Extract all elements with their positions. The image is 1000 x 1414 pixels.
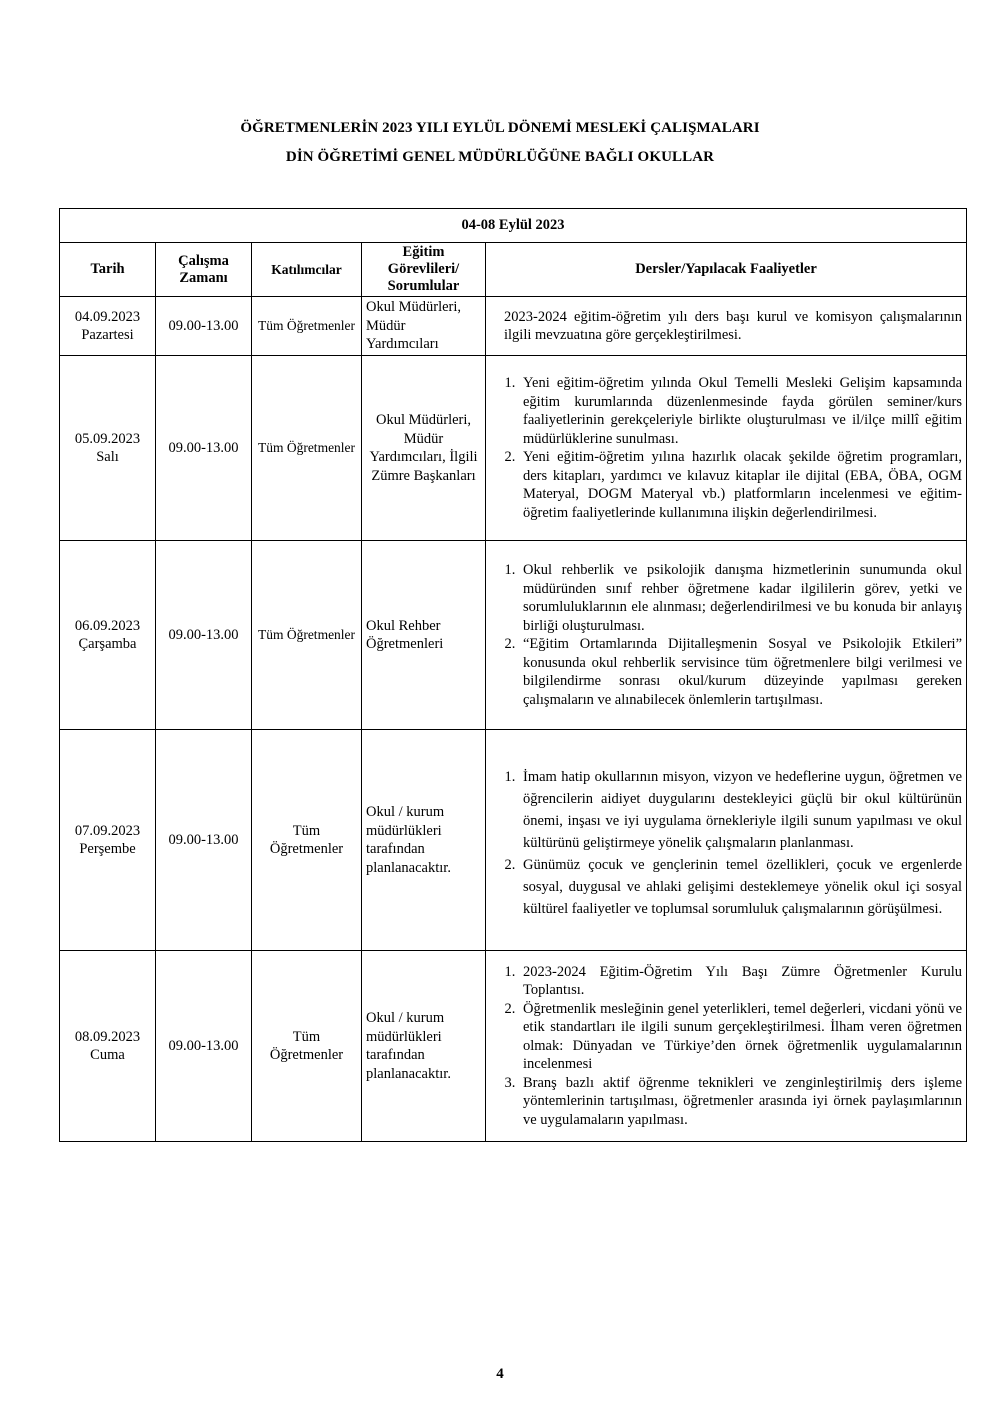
time-cell: 09.00-13.00 (156, 541, 252, 730)
time-cell: 09.00-13.00 (156, 297, 252, 356)
header-time: Çalışma Zamanı (156, 243, 252, 297)
day: Çarşamba (78, 636, 137, 652)
activity-item: 2. Yeni eğitim-öğretim yılına hazırlık olacak şekilde öğretim programları, ders kitapları, yardımcı ve kılavuz kitaplar ile dijital (EBA, ÖBA, OGM Materyal, DOGM Materyal vb.) platformların incelenmesi ve eğitim-öğretim faaliyetlerinde kullanımına ilişkin değerlendirilmesi. (519, 448, 962, 522)
time-cell: 09.00-13.00 (156, 730, 252, 951)
date: 07.09.2023 (74, 822, 141, 839)
participants-cell: Tüm Öğretmenler (252, 356, 362, 541)
header-participants: Katılımcılar (252, 243, 362, 297)
document-title: ÖĞRETMENLERİN 2023 YILI EYLÜL DÖNEMİ MESLEKİ ÇALIŞMALARI (240, 120, 760, 136)
participants-cell: Tüm Öğretmenler (252, 951, 362, 1142)
schedule-table (59, 208, 967, 1142)
date-cell (60, 541, 156, 730)
activity-item: 1. 2023-2024 Eğitim-Öğretim Yılı Başı Zümre Öğretmenler Kurulu Toplantısı. (519, 963, 962, 1000)
day: Cuma (90, 1047, 125, 1063)
activity-item: 1. Okul rehberlik ve psikolojik danışma hizmetlerinin sunumunda okul müdüründen sınıf rehber öğretmene kadar ilgililerin görev, yetki ve sorumluluklarının ele alınması; değerlendirilmesi ve bu konuda bir anlayış birliği oluşturulması. (519, 561, 962, 635)
participants-cell: Tüm Öğretmenler (252, 730, 362, 951)
activity-list (490, 374, 962, 522)
date: 06.09.2023 (74, 617, 141, 634)
date-cell (60, 297, 156, 356)
date: 04.09.2023 (74, 308, 141, 325)
date-cell (60, 951, 156, 1142)
participants-cell: Tüm Öğretmenler (252, 297, 362, 356)
activity-list (490, 766, 962, 920)
week-row (60, 209, 967, 243)
activities-cell (486, 356, 967, 541)
day: Pazartesi (81, 327, 134, 343)
participants-cell: Tüm Öğretmenler (252, 541, 362, 730)
time-cell: 09.00-13.00 (156, 951, 252, 1142)
activities-cell (486, 541, 967, 730)
activities-cell (486, 951, 967, 1142)
header-row (60, 243, 967, 297)
responsible-cell: Okul Rehber Öğretmenleri (362, 541, 486, 730)
responsible-cell: Okul / kurum müdürlükleri tarafından planlanacaktır. (362, 951, 486, 1142)
activity-item: 1. Yeni eğitim-öğretim yılında Okul Temelli Mesleki Gelişim kapsamında eğitim kurumlarında düzenlenmesinde fayda görülen seminer/kurs faaliyetlerinin gerekçeleriyle birlikte oluşturulması ve il/ilçe millî eğitim müdürlüklerine sunulması. (519, 374, 962, 448)
table-row (60, 951, 967, 1142)
activities-cell (486, 730, 967, 951)
date-cell (60, 356, 156, 541)
activity-item: 1. İmam hatip okullarının misyon, vizyon ve hedeflerine uygun, öğretmen ve öğrencilerin aidiyet duygularını destekleyici güçlü bir okul kültürünün önemi, inşası ve iyi uygulama örnekleriyle ilgili sunum yapılması ve okul kültürünü geliştirmeye yönelik çalışmaların planlanması. (519, 766, 962, 854)
responsible-cell: Okul Müdürleri, Müdür Yardımcıları (362, 297, 486, 356)
activity-list (490, 963, 962, 1130)
date: 08.09.2023 (74, 1028, 141, 1045)
header-date: Tarih (60, 243, 156, 297)
table-row (60, 297, 967, 356)
activities-cell (486, 297, 967, 356)
header-activities: Dersler/Yapılacak Faaliyetler (486, 243, 967, 297)
activity-item: 2. Öğretmenlik mesleğinin genel yeterlikleri, temel değerleri, vicdani yönü ve etik standartları ile ilgili sunum gerçekleştirilmesi. İlham veren öğretmen olmak: Dünyadan ve Türkiye’den örnek öğretmenlik uygulamalarının incelenmesi (519, 1000, 962, 1074)
page-number: 4 (496, 1366, 504, 1382)
activity-item: 3. Branş bazlı aktif öğrenme teknikleri ve zenginleştirilmiş ders işleme yöntemlerinin tartışılması, öğretmenler arasında iyi örnek paylaşımlarının ve uygulamaların yapılması. (519, 1074, 962, 1130)
table-row (60, 356, 967, 541)
responsible-cell: Okul Müdürleri, Müdür Yardımcıları, İlgili Zümre Başkanları (362, 356, 486, 541)
activity-list (490, 561, 962, 709)
activity-item: 2. “Eğitim Ortamlarında Dijitalleşmenin Sosyal ve Psikolojik Etkileri” konusunda okul rehberlik servisince tüm öğretmenlere bilgi verilmesi ve bilgilendirme sonrası okul/kurum düzeyinde yapılması gereken çalışmaların ve alınabilecek önlemlerin tartışılması. (519, 635, 962, 709)
table-row (60, 541, 967, 730)
day: Perşembe (79, 841, 136, 857)
activity-item: 2. Günümüz çocuk ve gençlerinin temel özellikleri, çocuk ve ergenlerde sosyal, duygusal ve ahlaki gelişimi desteklemeye yönelik okul içi sosyal kültürel faaliyetler ve toplumsal sorumluluk çalışmalarının görüşülmesi. (519, 854, 962, 920)
time-cell: 09.00-13.00 (156, 356, 252, 541)
date: 05.09.2023 (74, 430, 141, 447)
responsible-cell: Okul / kurum müdürlükleri tarafından planlanacaktır. (362, 730, 486, 951)
week-label: 04-08 Eylül 2023 (60, 209, 967, 243)
table-row (60, 730, 967, 951)
date-cell (60, 730, 156, 951)
document-subtitle: DİN ÖĞRETİMİ GENEL MÜDÜRLÜĞÜNE BAĞLI OKULLAR (285, 149, 715, 165)
header-responsible: Eğitim Görevlileri/ Sorumlular (362, 243, 486, 297)
day: Salı (96, 449, 119, 465)
activity-text: 2023-2024 eğitim-öğretim yılı ders başı kurul ve komisyon çalışmalarının ilgili mevzuatına göre gerçekleştirilmesi. (504, 308, 963, 343)
